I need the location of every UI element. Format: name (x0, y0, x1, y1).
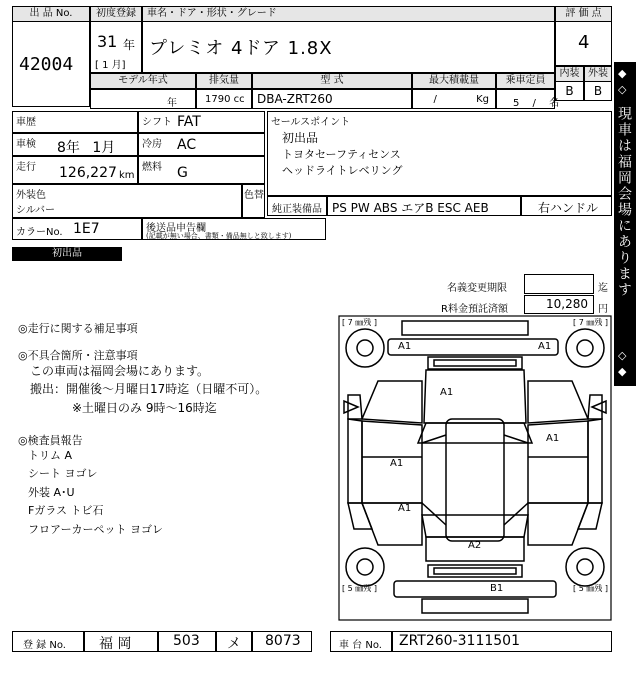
history-box (12, 111, 138, 133)
cooling-box (138, 133, 265, 156)
chassis-number: ZRT260-3111501 (399, 633, 520, 649)
mark-front-bumper-left: A1 (398, 341, 412, 352)
history-label: 車歴 (16, 117, 36, 128)
score-box (555, 21, 612, 66)
exterior-grade: B (584, 81, 612, 101)
inspection-box (12, 133, 138, 156)
recycle-value-box (524, 295, 594, 314)
model-year-box (90, 89, 196, 109)
equipment-label: 純正装備品 (272, 204, 322, 215)
reg-class: 503 (173, 633, 200, 649)
max-load-box (412, 89, 496, 109)
inspection-label: 車検 (16, 139, 36, 150)
aftermarket-label: 後送品申告欄 (146, 223, 206, 234)
mileage-unit: km (119, 170, 135, 181)
score-label: 評 価 点 (555, 6, 612, 22)
first-listing-badge: 初出品 (12, 247, 122, 261)
tire-depth-front-right: [ 7 ㎜残 ] (573, 318, 608, 327)
reg-number-box (252, 631, 312, 652)
max-load: / Kg (433, 94, 489, 105)
interior-grade: B (555, 81, 584, 101)
recycle-unit: 円 (598, 304, 608, 315)
interior-label: 内装 (555, 66, 584, 82)
type-box (252, 89, 412, 109)
reg-class-box (158, 631, 216, 652)
mark-trunk: A2 (468, 540, 482, 551)
sales-point-1: 初出品 (282, 131, 319, 145)
chassis-box (392, 631, 612, 652)
diamond-icon: ◇ (618, 83, 627, 96)
model-year-label: モデル年式 (90, 73, 196, 89)
reg-kana: メ (227, 636, 241, 652)
sales-points-box (267, 111, 612, 196)
capacity-box (496, 89, 560, 109)
recycle-label: R料金預託済額 (441, 304, 508, 315)
score: 4 (578, 32, 590, 53)
ext-color-box (12, 184, 242, 218)
reg-number: 8073 (265, 633, 301, 649)
equipment-items: PS PW ABS エアB ESC AEB (332, 201, 489, 215)
tire-depth-rear-right: [ 5 ㎜残 ] (573, 584, 608, 593)
inspector-line-1: トリム A (28, 449, 73, 462)
sales-point-3: ヘッドライトレベリング (282, 164, 403, 177)
mark-left-rear: A1 (398, 503, 412, 514)
displacement-box (196, 89, 252, 109)
first-reg-year: 31 (97, 32, 118, 51)
lot-number: 42004 (19, 54, 74, 75)
color-change-box (242, 184, 265, 218)
chassis-label-box (330, 631, 392, 652)
defects-title: ◎不具合箇所・注意事項 (18, 349, 138, 362)
model-name-label: 車名・ドア・形状・グレード (142, 6, 555, 22)
shift-label: シフト (142, 117, 172, 128)
sales-point-2: トヨタセーフティセンス (282, 148, 401, 161)
exterior-label: 外装 (584, 66, 612, 82)
fuel-box (138, 156, 265, 184)
color-change-label: 色替 (244, 190, 264, 201)
defects-line-2: 搬出：開催後～月曜日17時迄（日曜不可）。 (30, 382, 268, 396)
mark-hood: A1 (440, 387, 454, 398)
mileage: 126,227 (59, 165, 117, 181)
mark-right-side: A1 (546, 433, 560, 444)
sales-points-label: セールスポイント (271, 117, 351, 128)
recycle-value: 10,280 (546, 297, 588, 311)
name-change-unit: 迄 (598, 283, 608, 294)
ext-color: シルバー (16, 205, 56, 216)
lot-number-label: 出 品 No. (12, 6, 90, 22)
shift: FAT (177, 114, 201, 130)
name-change-value (524, 274, 594, 294)
first-reg-box (90, 21, 142, 73)
defects-line-3: ※土曜日のみ 9時～16時迄 (72, 401, 217, 415)
aftermarket-note: (記載が無い場合、書類・備品無しと致します) (146, 232, 292, 240)
equipment-box (327, 196, 521, 216)
reg-kana-box (216, 631, 252, 652)
side-banner-text: 現車は福岡会場にあります (616, 106, 632, 298)
vehicle-type: DBA-ZRT260 (257, 92, 333, 106)
equipment-label-box (267, 196, 327, 216)
fuel: G (177, 165, 188, 181)
cooling-label: 冷房 (142, 139, 162, 150)
inspector-line-4: Fガラス トビ石 (28, 504, 104, 517)
tire-depth-rear-left: [ 5 ㎜残 ] (342, 584, 377, 593)
inspector-line-5: フロアーカーペット ヨゴレ (28, 523, 163, 536)
ext-color-label: 外装色 (16, 190, 46, 201)
lot-number-box (12, 21, 90, 107)
capacity: 5 / 名 (513, 98, 560, 109)
type-label: 型 式 (252, 73, 412, 89)
fuel-label: 燃料 (142, 162, 162, 173)
inspector-title: ◎検査員報告 (18, 434, 83, 447)
mark-rear-bumper: B1 (490, 583, 504, 594)
reg-label-box (12, 631, 84, 652)
first-reg-month: [ 1 月] (95, 60, 126, 71)
aftermarket-box (142, 218, 326, 240)
diamond-icon: ◆ (618, 67, 627, 80)
capacity-label: 乗車定員 (496, 73, 555, 89)
mileage-box (12, 156, 138, 184)
color-no: 1E7 (73, 221, 100, 237)
model-name-box (142, 21, 555, 73)
model-name: プレミオ 4ドア 1.8X (149, 38, 333, 59)
year-unit: 年 (123, 38, 136, 52)
diamond-icon: ◆ (618, 365, 627, 378)
diamond-icon: ◇ (618, 349, 627, 362)
shift-box (138, 111, 265, 133)
color-no-label: カラーNo. (16, 227, 63, 238)
reg-label: 登 録 No. (23, 640, 66, 651)
max-load-label: 最大積載量 (412, 73, 496, 89)
displacement-label: 排気量 (196, 73, 252, 89)
model-year-unit: 年 (167, 98, 177, 109)
tire-depth-front-left: [ 7 ㎜残 ] (342, 318, 377, 327)
inspector-line-2: シート ヨゴレ (28, 467, 98, 480)
mark-left-side: A1 (390, 458, 404, 469)
mileage-label: 走行 (16, 162, 36, 173)
chassis-label: 車 台 No. (339, 640, 382, 651)
cooling: AC (177, 137, 197, 153)
steering-box (521, 196, 612, 216)
defects-line-1: この車両は福岡会場にあります。 (30, 364, 210, 378)
reg-area-box (84, 631, 158, 652)
name-change-label: 名義変更期限 (447, 283, 507, 294)
car-condition-diagram (338, 315, 612, 621)
side-banner (614, 62, 636, 386)
displacement: 1790 cc (205, 94, 245, 105)
inspector-line-3: 外装 A･U (28, 486, 75, 499)
inspection: 8年 1月 (57, 140, 116, 156)
reg-area: 福 岡 (99, 636, 132, 652)
color-no-box (12, 218, 142, 240)
first-reg-label: 初度登録 (90, 6, 142, 22)
steering: 右ハンドル (538, 201, 599, 215)
mark-front-bumper-right: A1 (538, 341, 552, 352)
driving-notes-title: ◎走行に関する補足事項 (18, 322, 138, 335)
